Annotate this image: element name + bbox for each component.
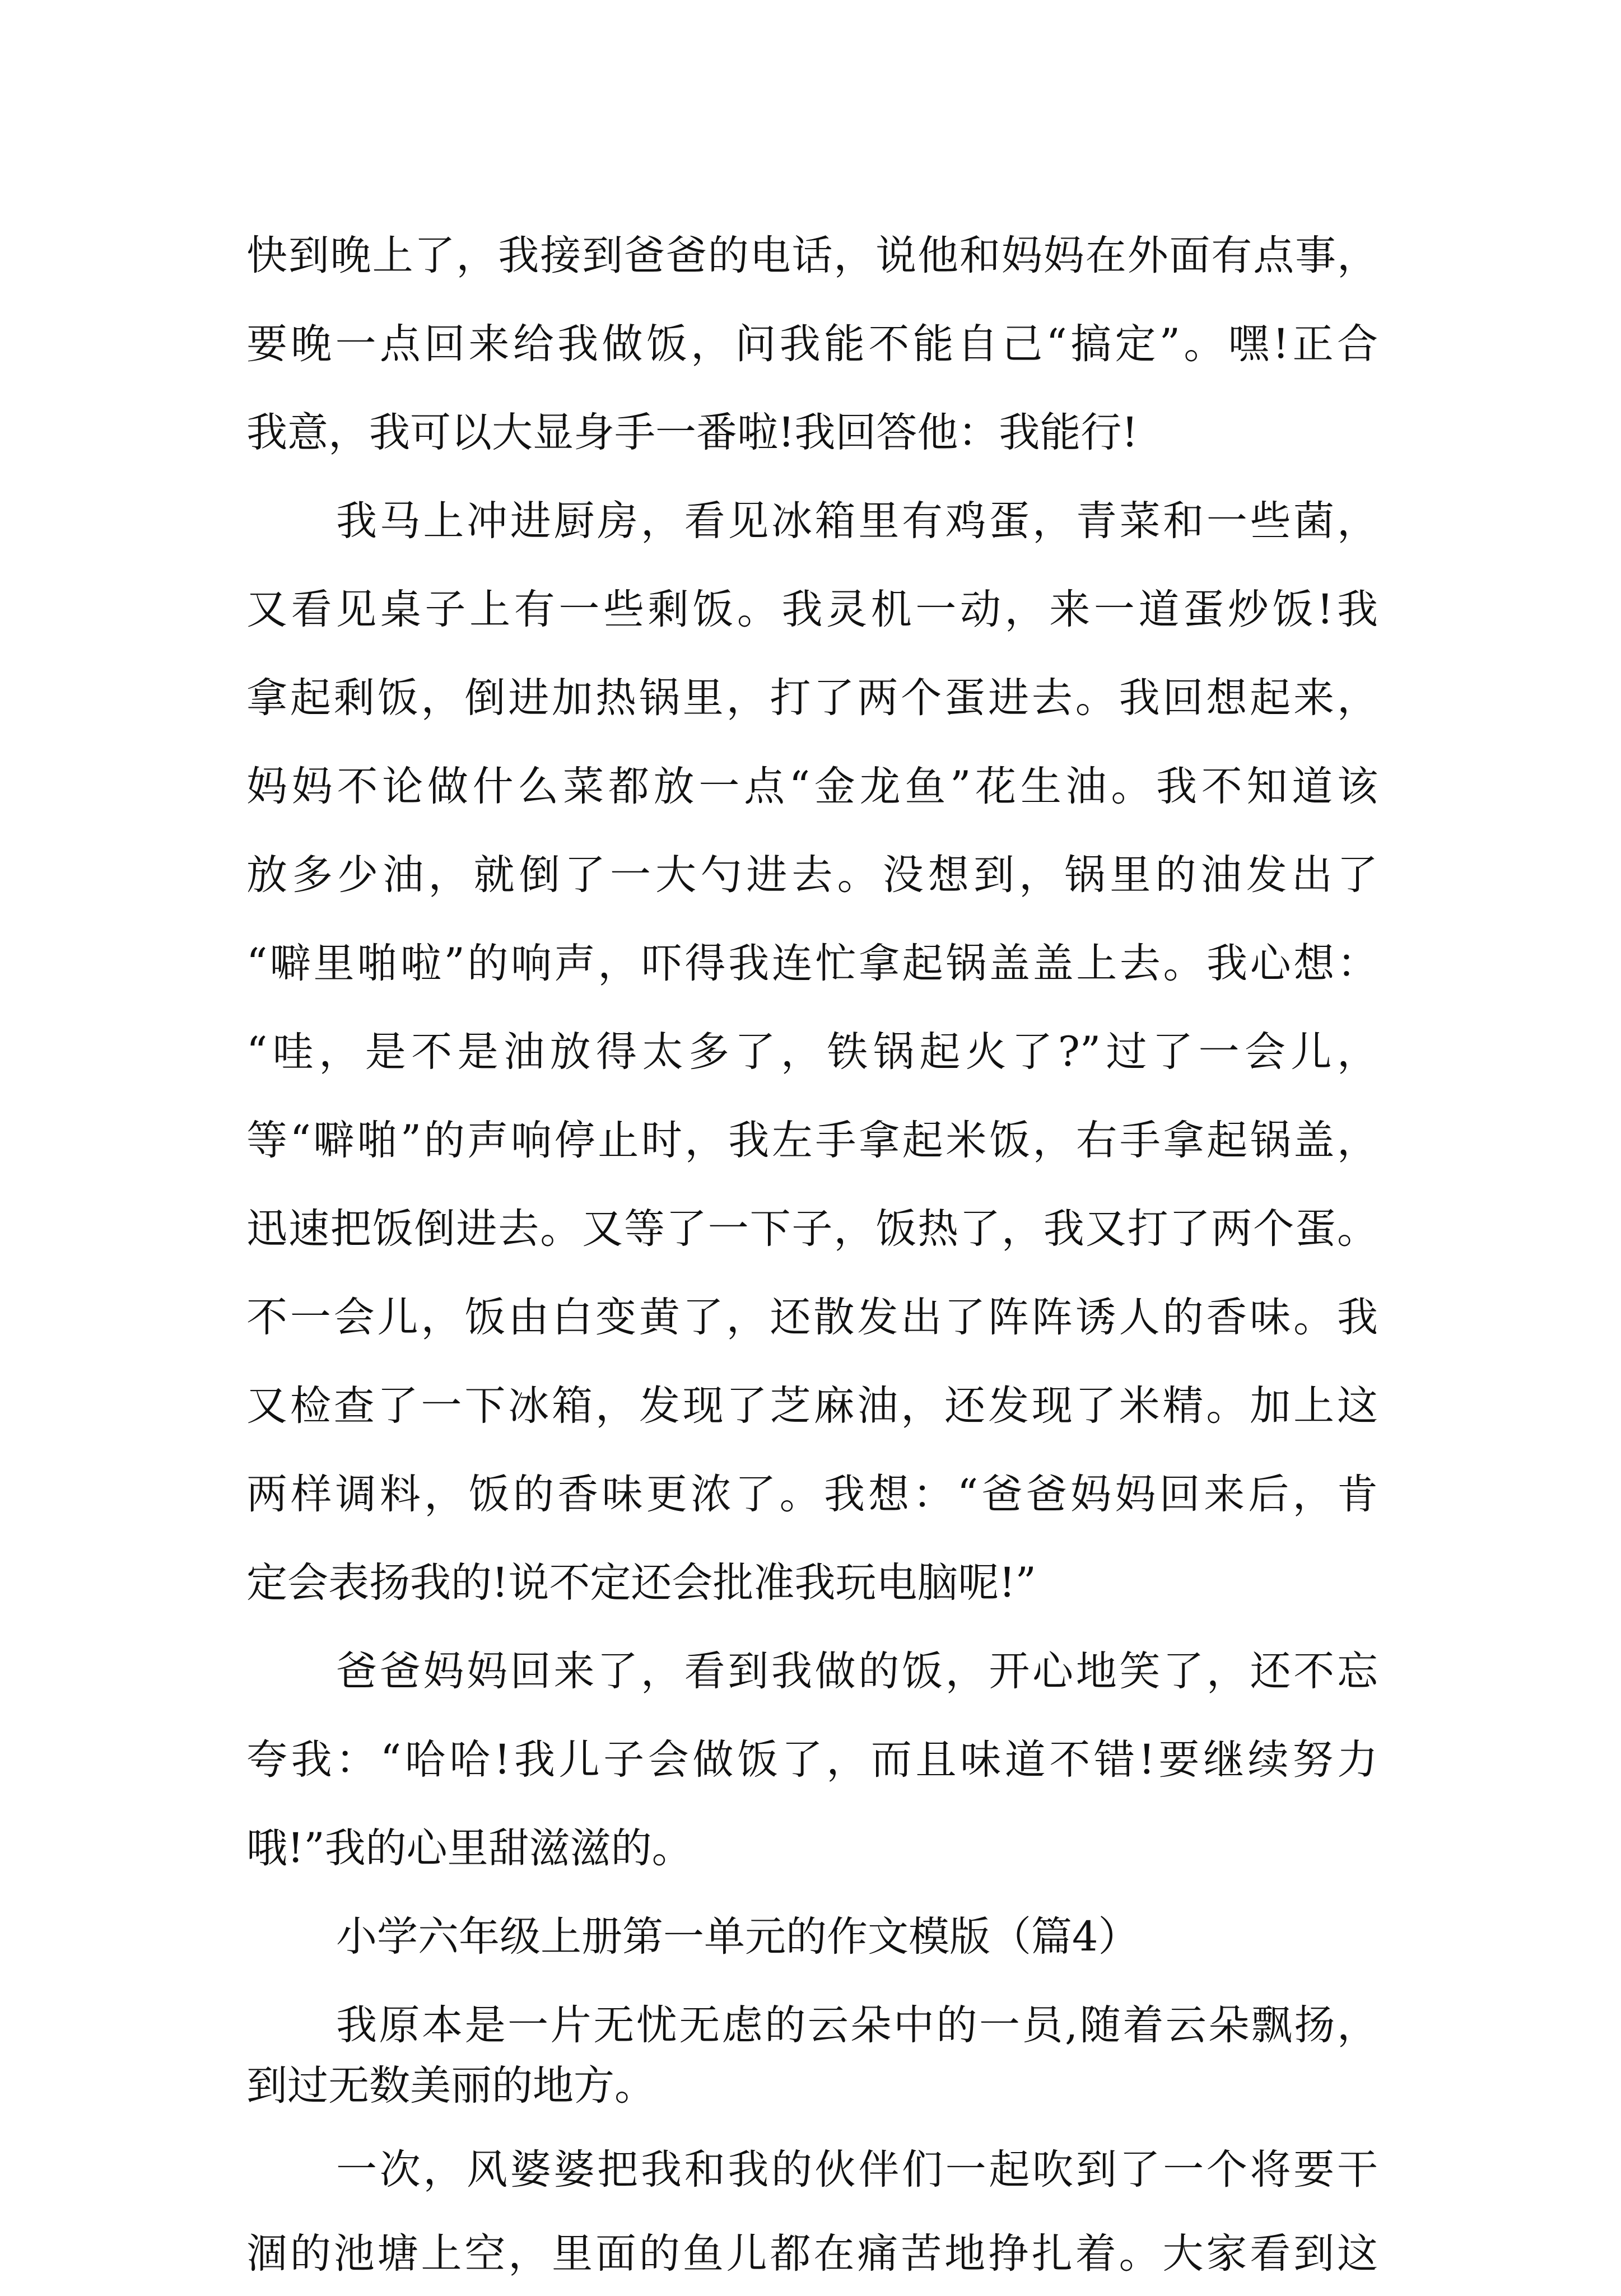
text-line: 拿起剩饭，倒进加热锅里，打了两个蛋进去。我回想起来， — [246, 674, 1378, 722]
text-line: 两样调料，饭的香味更浓了。我想：“爸爸妈妈回来后，肯 — [246, 1471, 1378, 1518]
text-line: 哦!”我的心里甜滋滋的。 — [246, 1824, 693, 1872]
section-heading: 小学六年级上册第一单元的作文模版（篇4） — [336, 1913, 1139, 1961]
text-line: “噼里啪啦”的响声，吓得我连忙拿起锅盖盖上去。我心想： — [246, 940, 1378, 987]
text-line: 放多少油，就倒了一大勺进去。没想到，锅里的油发出了 — [246, 851, 1378, 899]
text-line: 我意，我可以大显身手一番啦!我回答他：我能行! — [246, 409, 1138, 456]
text-line: “哇，是不是油放得太多了，铁锅起火了?”过了一会儿， — [246, 1028, 1378, 1076]
text-line: 定会表扬我的!说不定还会批准我玩电脑呢!” — [246, 1559, 1036, 1607]
text-line: 夸我：“哈哈!我儿子会做饭了，而且味道不错!要继续努力 — [246, 1736, 1378, 1784]
text-line: 我原本是一片无忧无虑的云朵中的一员,随着云朵飘扬， — [336, 2001, 1378, 2049]
text-line: 一次，风婆婆把我和我的伙伴们一起吹到了一个将要干 — [336, 2146, 1378, 2194]
text-line: 爸爸妈妈回来了，看到我做的饭，开心地笑了，还不忘 — [336, 1648, 1378, 1695]
text-line: 快到晚上了，我接到爸爸的电话，说他和妈妈在外面有点事， — [246, 232, 1378, 279]
text-line: 涸的池塘上空，里面的鱼儿都在痛苦地挣扎着。大家看到这 — [246, 2230, 1378, 2278]
text-line: 又检查了一下冰箱，发现了芝麻油，还发现了米精。加上这 — [246, 1382, 1378, 1430]
text-line: 又看见桌子上有一些剩饭。我灵机一动，来一道蛋炒饭!我 — [246, 586, 1378, 633]
text-line: 妈妈不论做什么菜都放一点“金龙鱼”花生油。我不知道该 — [246, 763, 1378, 810]
text-line: 不一会儿，饭由白变黄了，还散发出了阵阵诱人的香味。我 — [246, 1294, 1378, 1341]
text-line: 到过无数美丽的地方。 — [246, 2062, 655, 2110]
text-line: 我马上冲进厨房，看见冰箱里有鸡蛋，青菜和一些菌， — [336, 497, 1378, 545]
text-line: 要晚一点回来给我做饭，问我能不能自己“搞定”。嘿!正合 — [246, 320, 1378, 368]
text-line: 等“噼啪”的声响停止时，我左手拿起米饭，右手拿起锅盖， — [246, 1117, 1378, 1164]
text-line: 迅速把饭倒进去。又等了一下子，饭热了，我又打了两个蛋。 — [246, 1205, 1378, 1253]
